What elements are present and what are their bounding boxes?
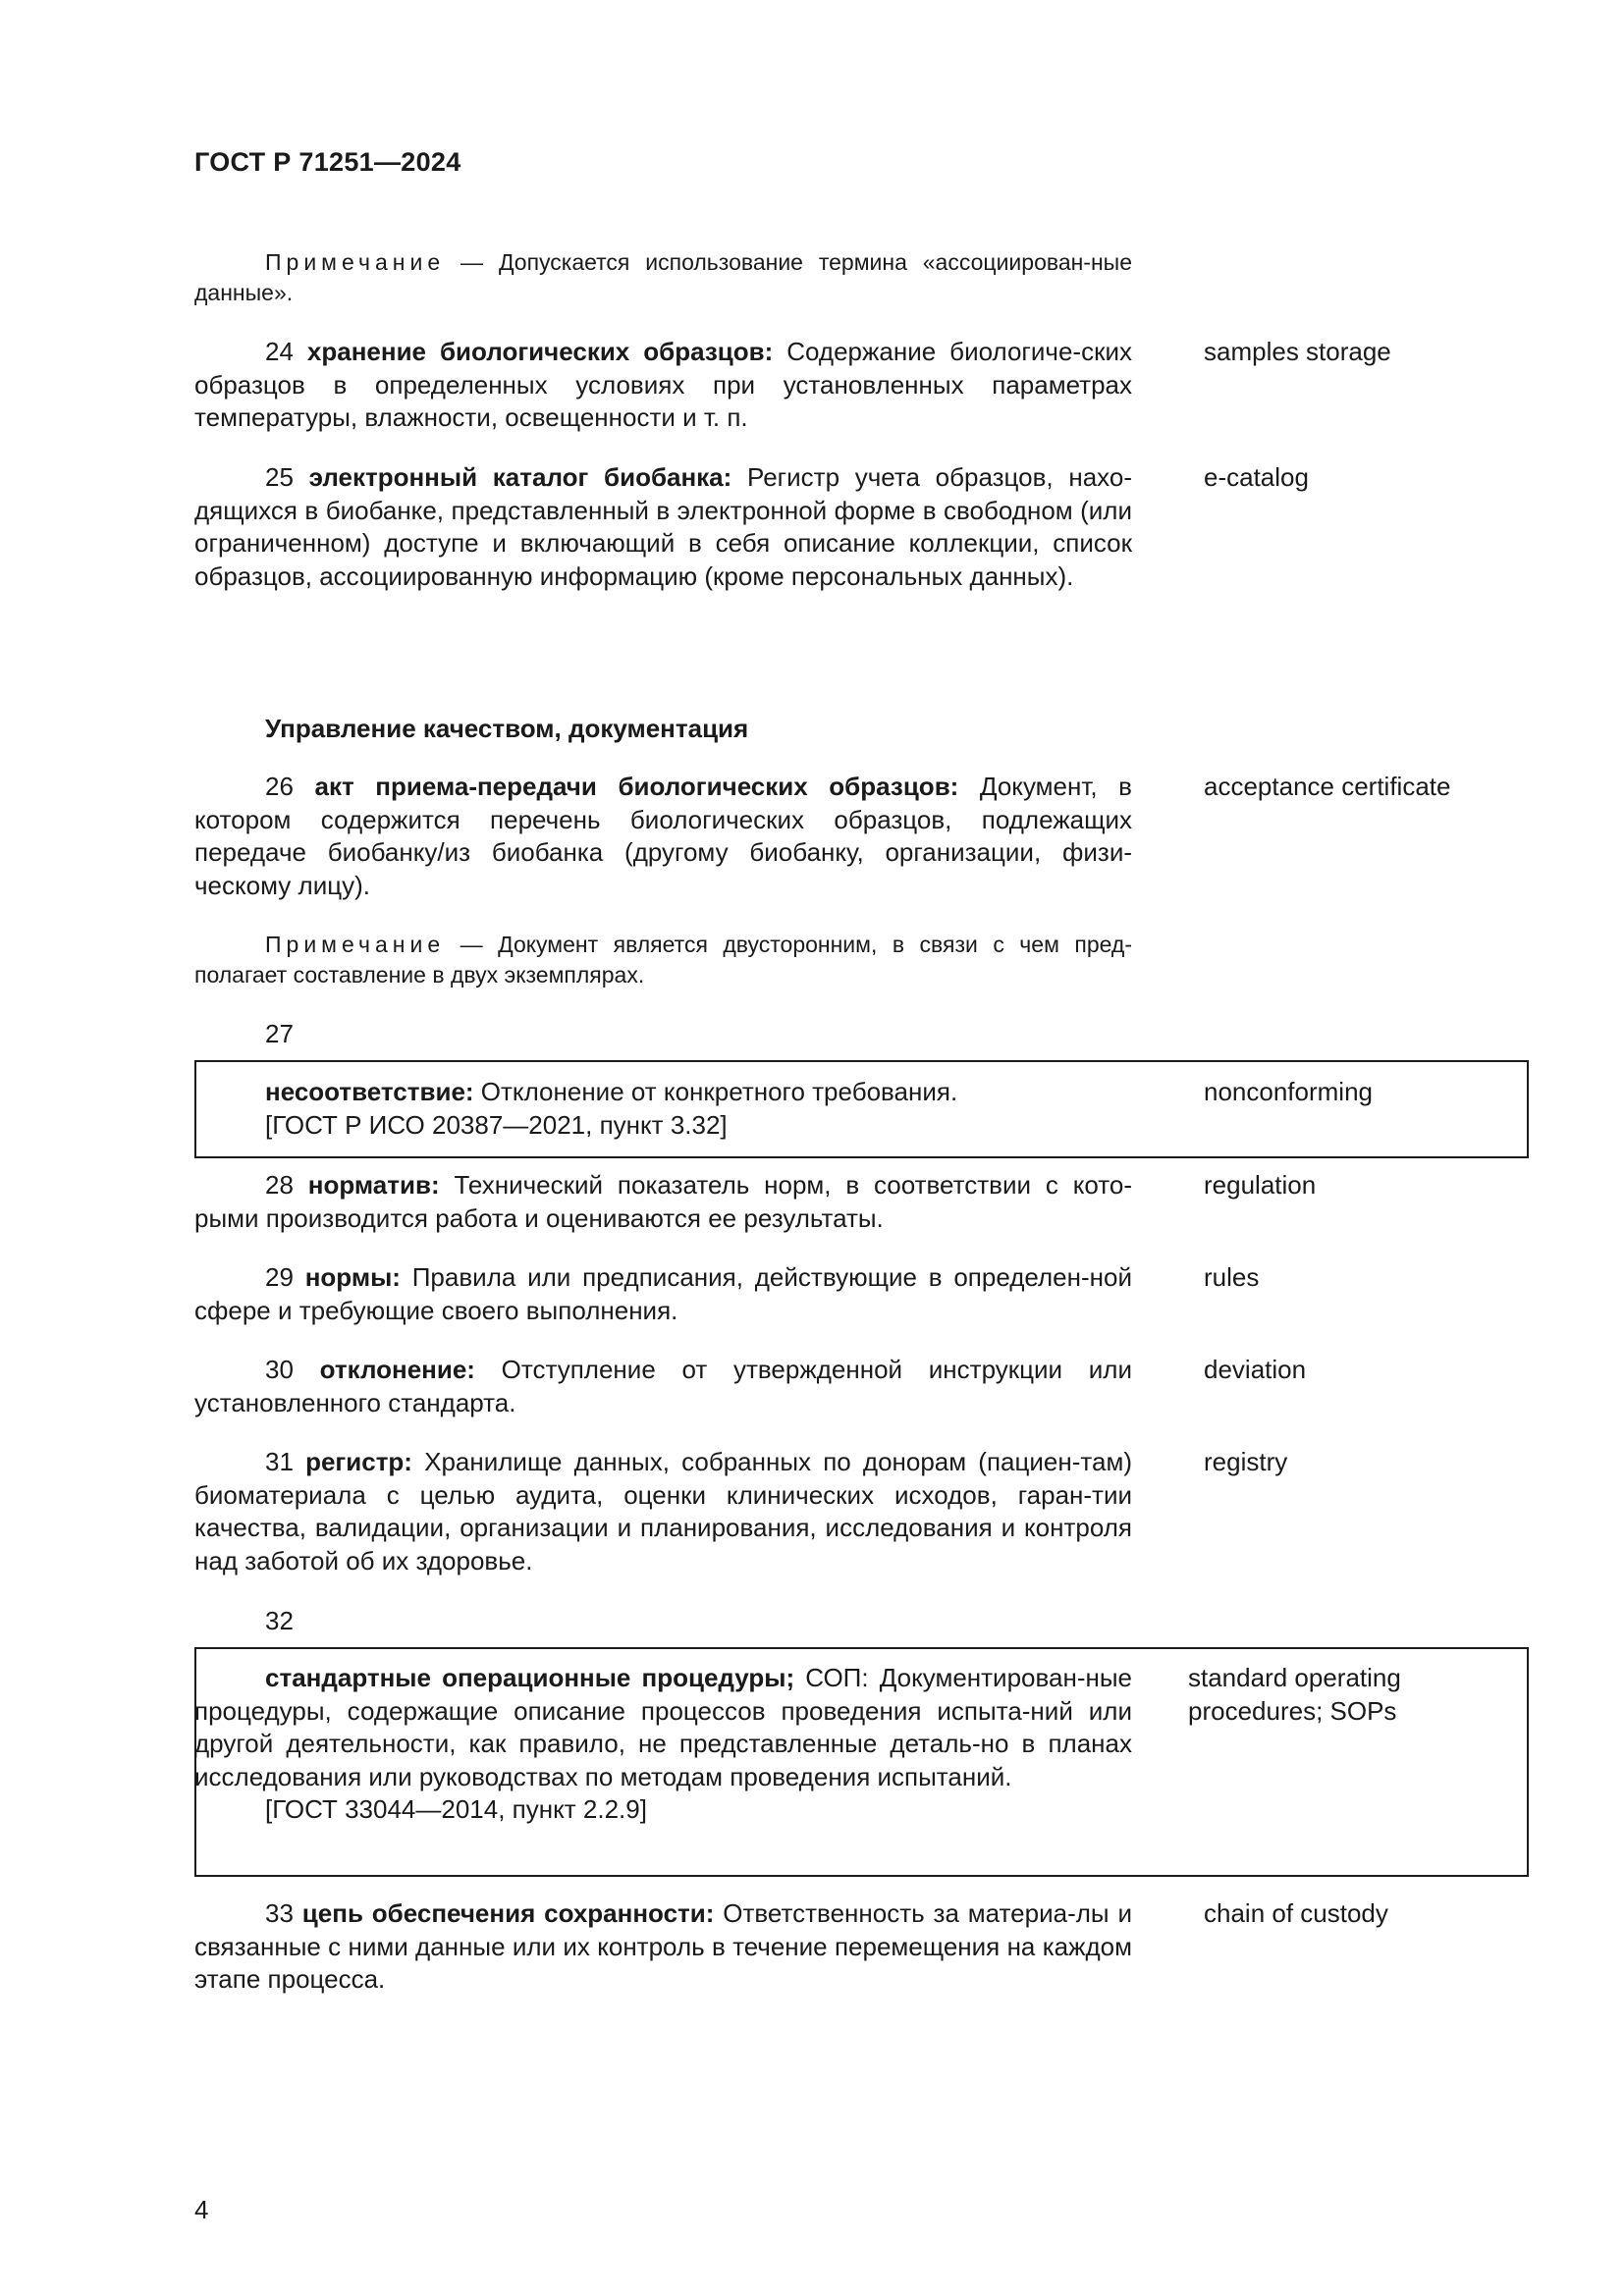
term-29	[194, 1261, 1132, 1327]
term-title: отклонение:	[319, 1355, 475, 1384]
term-definition: Правила или предписания, действующие в определен-ной сфере и требующие своего выполнения.	[194, 1262, 1132, 1325]
term-reference: [ГОСТ Р ИСО 20387—2021, пункт 3.32]	[265, 1109, 728, 1140]
term-33-english: chain of custody	[1204, 1898, 1388, 1928]
term-title: электронный каталог биобанка:	[308, 462, 732, 492]
term-definition: Содержание биологиче-ских образцов в определенных условиях при установленных параметрах температуры, влажности, освещенности и т. п.	[194, 337, 1132, 432]
note-text: — Документ является двусторонним, в связи с чем пред-полагает составление в двух экземплярах.	[194, 932, 1132, 988]
term-number: 28	[265, 1170, 294, 1200]
term-title: регистр:	[305, 1447, 412, 1476]
note-1	[194, 247, 1132, 308]
term-33	[194, 1897, 1132, 1997]
term-number: 26	[265, 772, 294, 801]
note-label: Примечание	[265, 932, 446, 957]
term-27-number: 27	[265, 1019, 294, 1048]
term-31	[194, 1446, 1132, 1577]
term-title: нормы:	[304, 1262, 401, 1292]
term-31-english: registry	[1204, 1447, 1288, 1476]
term-number: 30	[265, 1355, 294, 1384]
term-definition: Отступление от утвержденной инструкции или установленного стандарта.	[194, 1355, 1132, 1417]
term-definition: Отклонение от конкретного требования.	[473, 1077, 958, 1106]
page-number: 4	[194, 2195, 209, 2224]
term-title: акт приема-передачи биологических образцов:	[314, 772, 959, 801]
document-header: ГОСТ Р 71251—2024	[194, 147, 461, 177]
term-27-english: nonconforming	[1204, 1077, 1373, 1106]
term-number: 31	[265, 1447, 294, 1476]
note-text: — Допускается использование термина «ассоциирован-ные данные».	[194, 249, 1132, 305]
term-27	[194, 1076, 1132, 1142]
term-title: хранение биологических образцов:	[306, 337, 774, 366]
term-28	[194, 1169, 1132, 1235]
term-29-english: rules	[1204, 1262, 1260, 1292]
term-28-english: regulation	[1204, 1170, 1317, 1200]
term-definition: Регистр учета образцов, нахо-дящихся в биобанке, представленный в электронной форме в свободном (или ограниченном) доступе и включающий в себя описание коллекции, список образцов, ассоциированную информацию (кроме персональных данных).	[194, 462, 1132, 591]
term-26	[194, 771, 1132, 902]
term-definition: Технический показатель норм, в соответствии с кото-рыми производится работа и оцениваются ее результаты.	[194, 1170, 1132, 1233]
term-24-english: samples storage	[1204, 337, 1391, 366]
term-26-english: acceptance certificate	[1204, 772, 1451, 801]
term-definition: Ответственность за материа-лы и связанные с ними данные или их контроль в течение перемещения на каждом этапе процесса.	[194, 1898, 1132, 1994]
term-30-english: deviation	[1204, 1355, 1307, 1384]
term-number: 29	[265, 1262, 294, 1292]
term-number: 25	[265, 462, 294, 492]
term-definition: Хранилище данных, собранных по донорам (пациен-там) биоматериала с целью аудита, оценки клинических исходов, гаран-тии качества, валидации, организации и планирования, исследования и контроля над заботой об их здоровье.	[194, 1447, 1132, 1575]
term-title: стандартные операционные процедуры;	[265, 1663, 795, 1692]
term-definition: Документ, в котором содержится перечень биологических образцов, подлежащих передаче биобанку/из биобанка (другому биобанку, организации, физи-ческому лицу).	[194, 772, 1132, 900]
term-reference: [ГОСТ 33044—2014, пункт 2.2.9]	[265, 1794, 647, 1824]
term-30	[194, 1354, 1132, 1419]
term-definition: СОП: Документирован-ные процедуры, содержащие описание процессов проведения испыта-ний или другой деятельности, как правило, не представленные деталь-но в планах исследования или руководствах по методам проведения испытаний.	[194, 1663, 1132, 1791]
term-number: 24	[265, 337, 294, 366]
note-2	[194, 930, 1132, 990]
term-title: норматив:	[307, 1170, 440, 1200]
term-24	[194, 336, 1132, 435]
term-32-number: 32	[265, 1606, 294, 1635]
term-25-english: e-catalog	[1204, 462, 1309, 492]
term-32-english: standard operating procedures; SOPs	[1188, 1663, 1401, 1726]
term-number: 33	[265, 1898, 294, 1928]
note-label: Примечание	[265, 249, 446, 275]
term-25	[194, 461, 1132, 593]
term-title: несоответствие:	[265, 1077, 474, 1106]
term-32	[194, 1662, 1132, 1827]
section-heading: Управление качеством, документация	[265, 714, 749, 743]
term-title: цепь обеспечения сохранности:	[301, 1898, 715, 1928]
